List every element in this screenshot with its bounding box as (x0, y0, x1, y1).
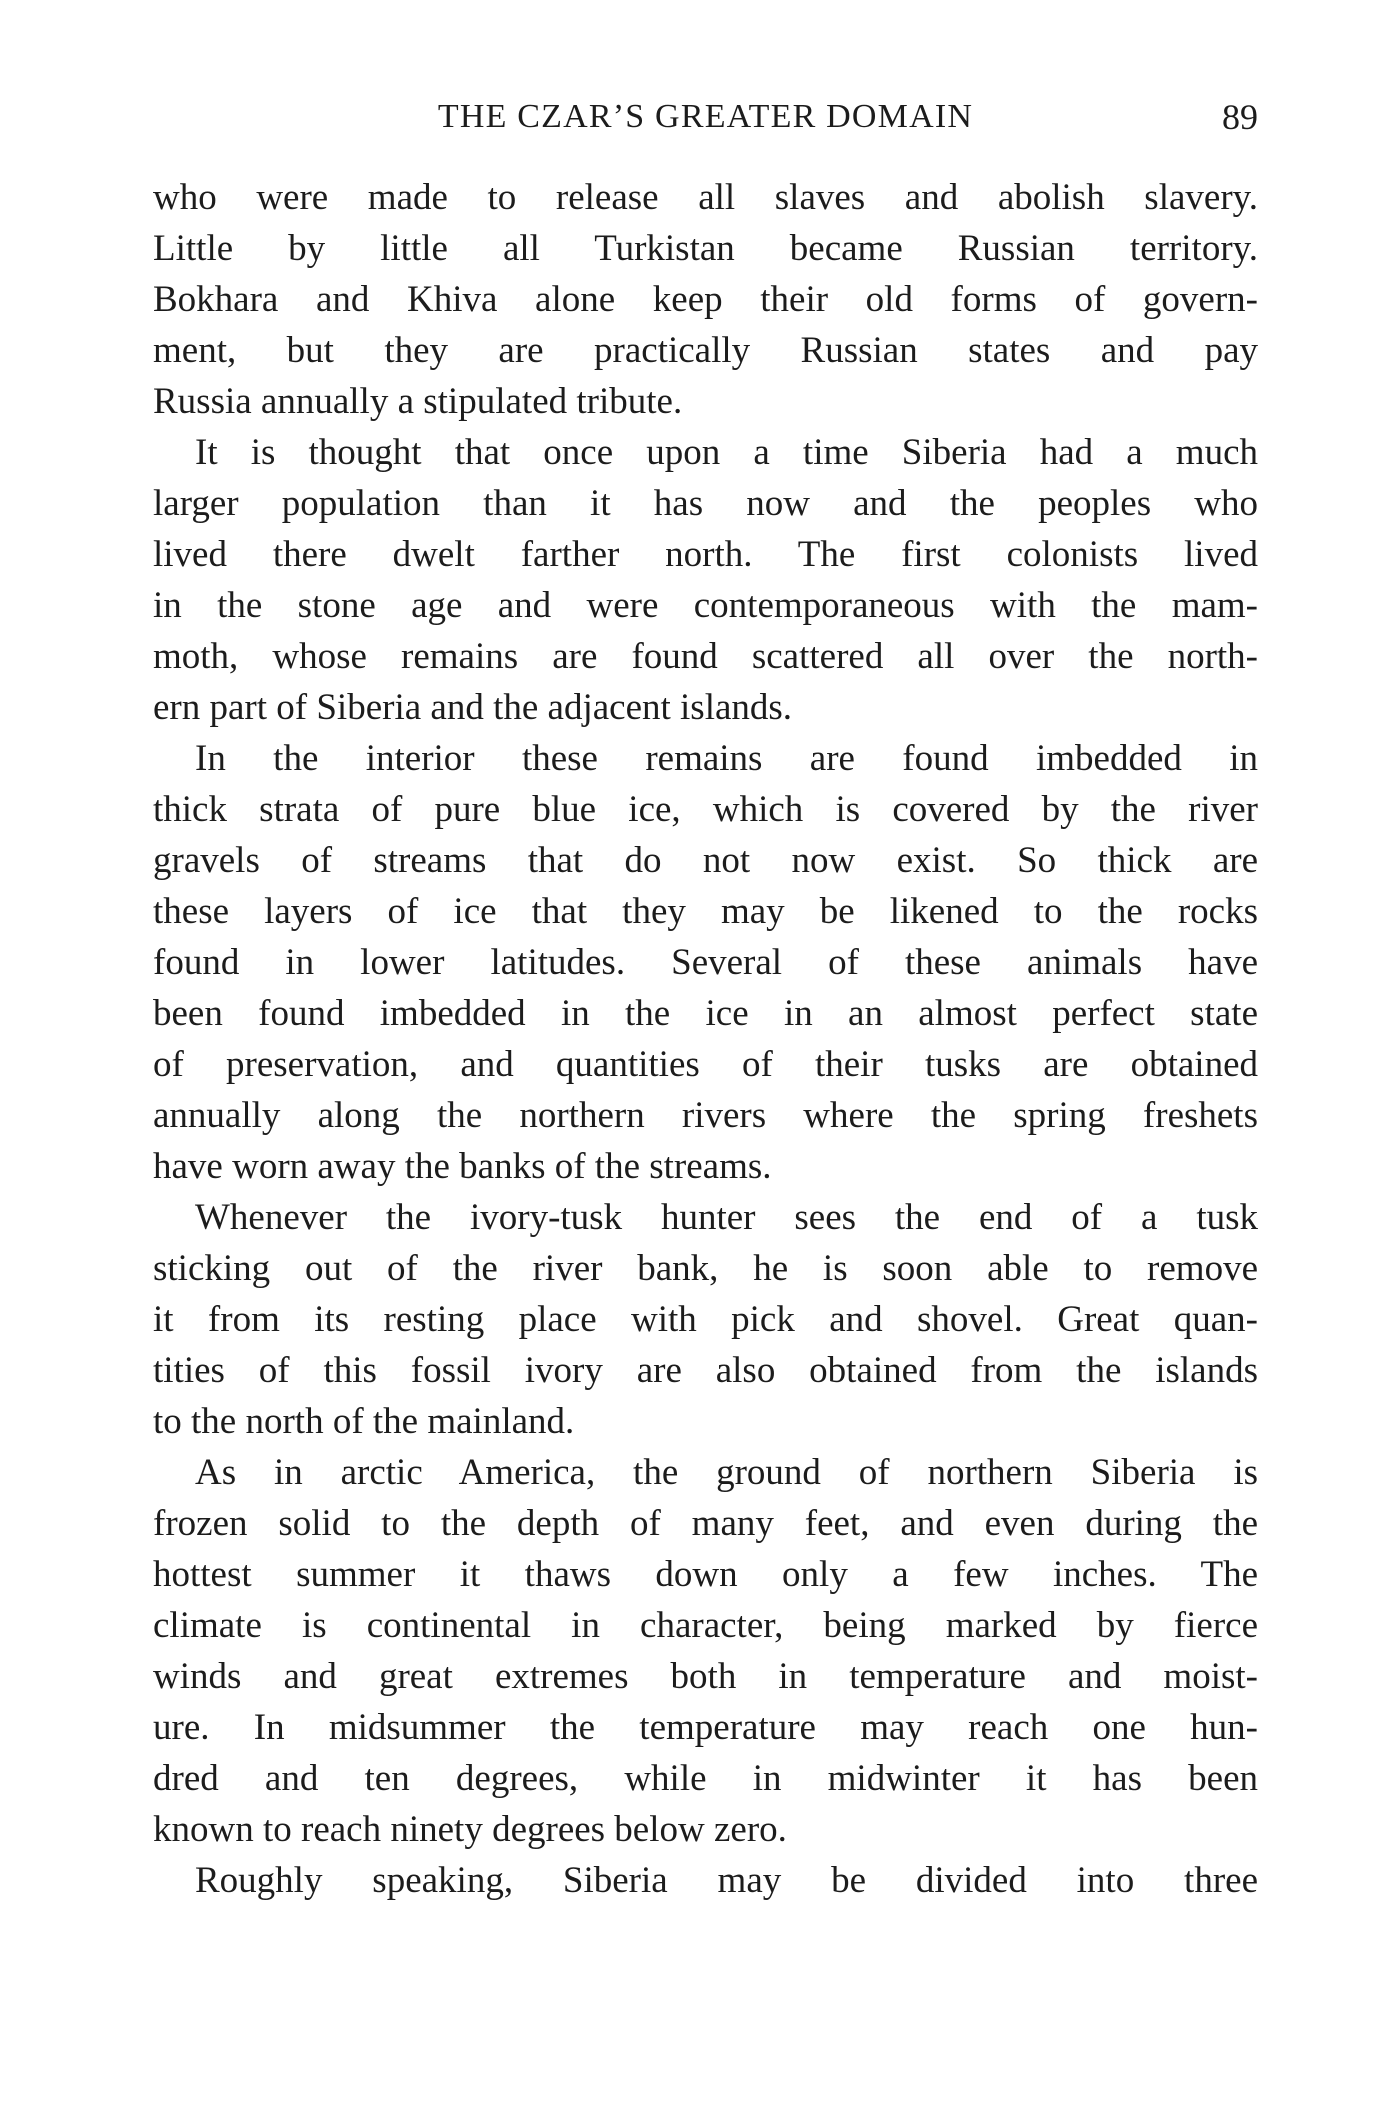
text-line: annually along the northern rivers where the spring freshets (153, 1095, 1258, 1136)
text-line: dred and ten degrees, while in midwinter it has been (153, 1758, 1258, 1799)
text-line: Little by little all Turkistan became Russian territory. (153, 228, 1258, 269)
text-line: Whenever the ivory-tusk hunter sees the end of a tusk (195, 1197, 1258, 1238)
text-line: In the interior these remains are found imbedded in (195, 738, 1258, 779)
text-line: Bokhara and Khiva alone keep their old forms of govern- (153, 279, 1258, 320)
text-line: lived there dwelt farther north. The first colonists lived (153, 534, 1258, 575)
running-head (153, 92, 1258, 142)
text-line: who were made to release all slaves and abolish slavery. (153, 177, 1258, 218)
text-line: to the north of the mainland. (153, 1401, 575, 1442)
text-line: these layers of ice that they may be likened to the rocks (153, 891, 1258, 932)
text-line: thick strata of pure blue ice, which is covered by the river (153, 789, 1258, 830)
text-line: ure. In midsummer the temperature may reach one hun- (153, 1707, 1258, 1748)
text-line: larger population than it has now and the peoples who (153, 483, 1258, 524)
text-line: Russia annually a stipulated tribute. (153, 381, 683, 422)
body-text (153, 172, 1258, 1906)
text-line: sticking out of the river bank, he is soon able to remove (153, 1248, 1258, 1289)
text-line: hottest summer it thaws down only a few inches. The (153, 1554, 1258, 1595)
text-line: frozen solid to the depth of many feet, and even during the (153, 1503, 1258, 1544)
page-number: 89 (1222, 97, 1258, 137)
text-line: tities of this fossil ivory are also obtained from the islands (153, 1350, 1258, 1391)
text-line: gravels of streams that do not now exist. So thick are (153, 840, 1258, 881)
text-line: ern part of Siberia and the adjacent islands. (153, 687, 793, 728)
text-line: moth, whose remains are found scattered all over the north- (153, 636, 1258, 677)
text-line: have worn away the banks of the streams. (153, 1146, 772, 1187)
text-line: of preservation, and quantities of their tusks are obtained (153, 1044, 1258, 1085)
text-line: been found imbedded in the ice in an almost perfect state (153, 993, 1258, 1034)
text-line: It is thought that once upon a time Siberia had a much (195, 432, 1258, 473)
text-line: in the stone age and were contemporaneous with the mam- (153, 585, 1258, 626)
text-line: As in arctic America, the ground of northern Siberia is (195, 1452, 1258, 1493)
text-line: ment, but they are practically Russian states and pay (153, 330, 1258, 371)
text-line: it from its resting place with pick and shovel. Great quan- (153, 1299, 1258, 1340)
text-line: Roughly speaking, Siberia may be divided into three (195, 1860, 1258, 1901)
running-title: THE CZAR’S GREATER DOMAIN (437, 98, 974, 135)
text-line: found in lower latitudes. Several of these animals have (153, 942, 1258, 983)
text-line: winds and great extremes both in temperature and moist- (153, 1656, 1258, 1697)
text-line: climate is continental in character, being marked by fierce (153, 1605, 1258, 1646)
text-line: known to reach ninety degrees below zero. (153, 1809, 787, 1850)
